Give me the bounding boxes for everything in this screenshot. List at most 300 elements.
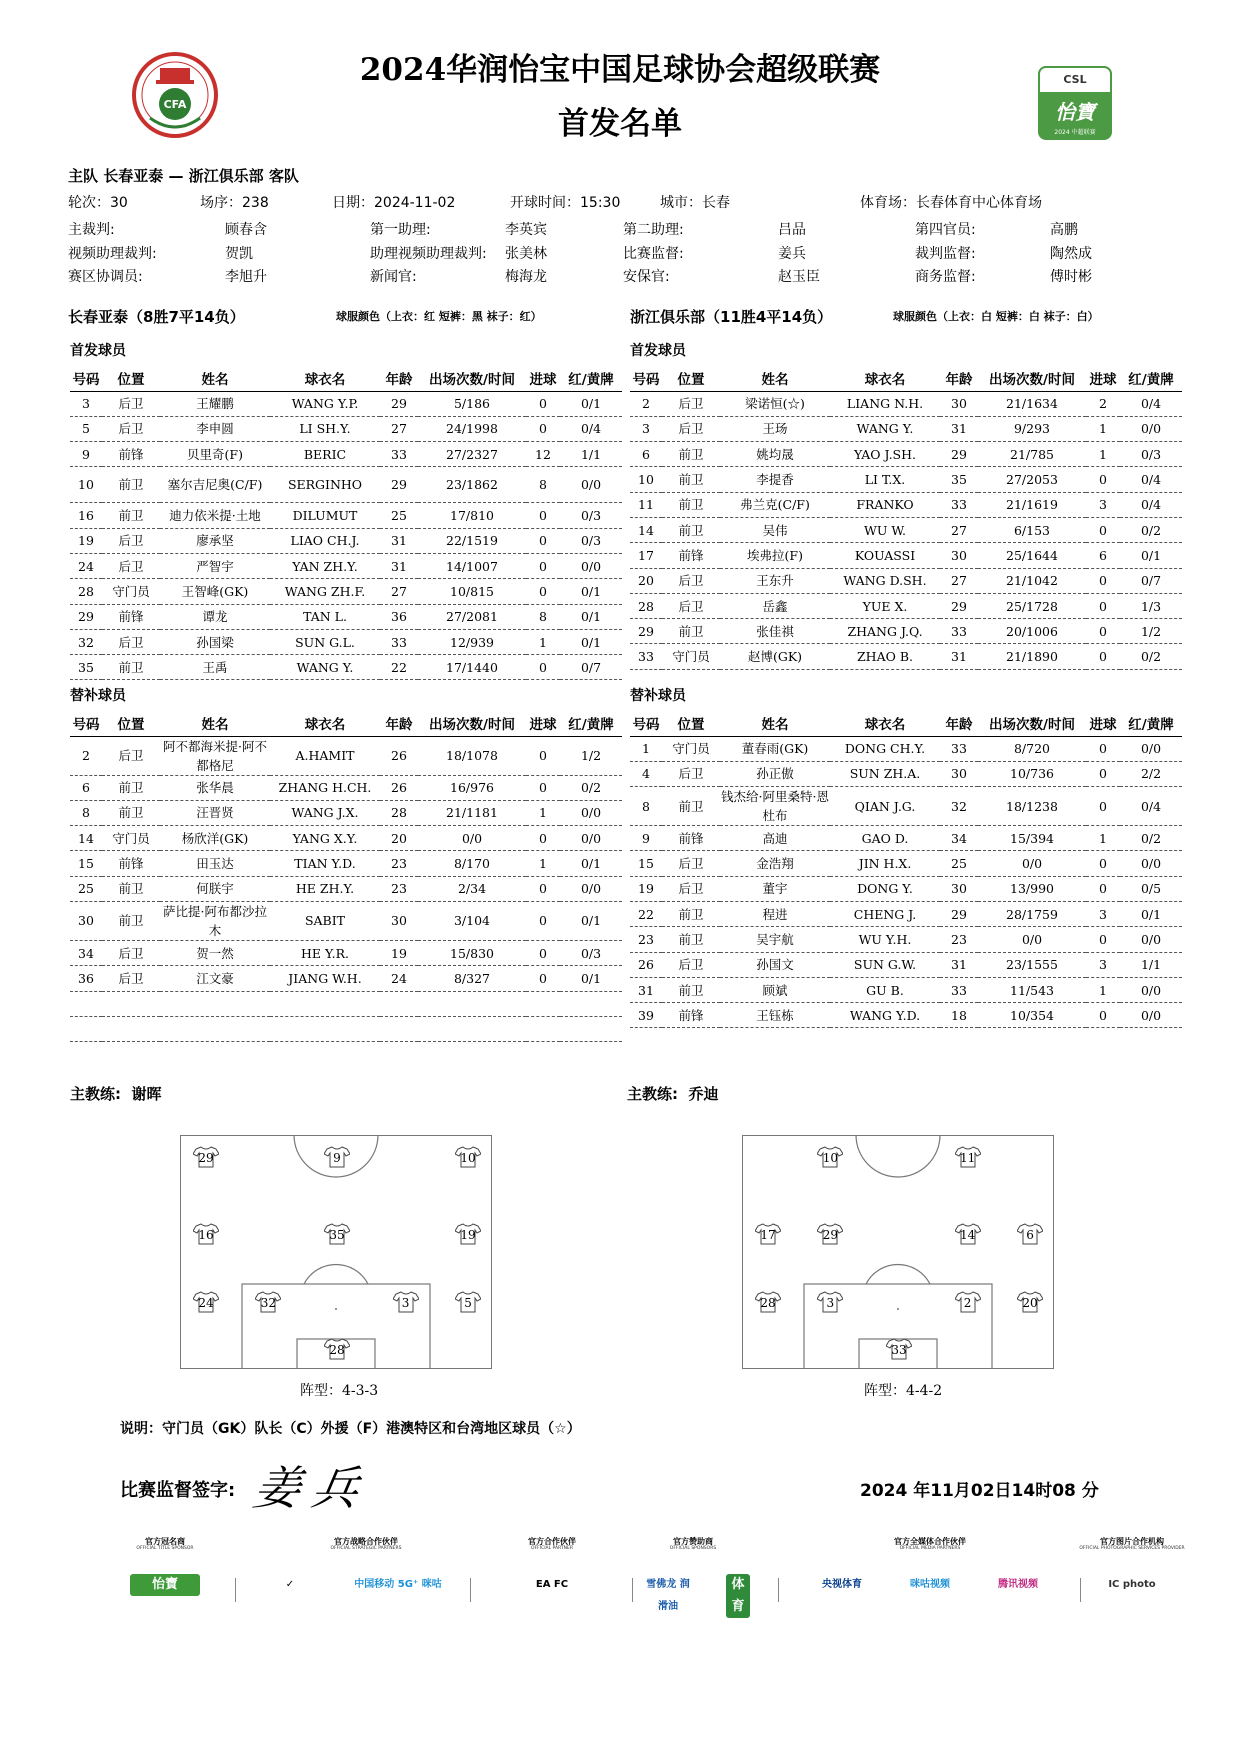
sponsor-category-en: OFFICIAL TITLE SPONSOR (136, 1546, 194, 1551)
player-row (630, 568, 1182, 593)
player-row (630, 391, 1182, 416)
player-cell: 0/4 (560, 416, 622, 441)
player-shirt-number: 29 (198, 1151, 214, 1166)
csl-logo-bot: 2024 中超联赛 (1054, 129, 1096, 136)
sponsor-category: 官方全媒体合作伙伴 (894, 1537, 966, 1546)
player-cell: 0 (1086, 927, 1120, 952)
player-row (630, 416, 1182, 441)
player-cell: 后卫 (662, 851, 720, 876)
player-row (70, 629, 622, 654)
player-cell: 0/0 (1120, 977, 1182, 1002)
player-cell: 33 (380, 442, 418, 467)
player-cell: 23/1555 (978, 952, 1086, 977)
player-cell: WANG Y. (270, 655, 380, 680)
player-cell: YUE X. (830, 593, 940, 618)
signature: 姜兵 (249, 1461, 376, 1515)
player-shirt-icon (324, 1146, 350, 1168)
player-cell: 0/1 (560, 579, 622, 604)
player-cell: 17 (630, 543, 662, 568)
player-row (70, 553, 622, 578)
official-label: 安保官: (623, 269, 670, 285)
player-shirt-icon (886, 1338, 912, 1360)
player-shirt-number: 16 (198, 1228, 214, 1243)
player-cell: 王耀鹏 (160, 391, 270, 416)
player-cell: ZHANG J.Q. (830, 619, 940, 644)
player-cell: 27/2327 (418, 442, 526, 467)
cfa-logo-text: CFA (163, 98, 187, 111)
sponsor-category-en: OFFICIAL PARTNER (531, 1546, 573, 1551)
player-cell: DONG Y. (830, 876, 940, 901)
column-header: 姓名 (160, 366, 270, 391)
empty-row (70, 991, 622, 1016)
player-cell: 后卫 (102, 391, 160, 416)
player-shirt-number: 3 (826, 1296, 835, 1311)
player-cell: 28 (70, 579, 102, 604)
player-cell: LI SH.Y. (270, 416, 380, 441)
player-cell: 3 (1086, 492, 1120, 517)
column-header: 位置 (102, 711, 160, 736)
official-name: 张美林 (505, 246, 547, 262)
player-cell: 29 (630, 619, 662, 644)
city: 城市：长春 (660, 195, 730, 211)
player-row (70, 966, 622, 991)
player-cell: 0/7 (1120, 568, 1182, 593)
player-cell: 0/4 (1120, 492, 1182, 517)
player-cell: 25/1644 (978, 543, 1086, 568)
empty-cell (70, 991, 102, 1016)
player-cell: 8/170 (418, 851, 526, 876)
player-cell: 田玉达 (160, 851, 270, 876)
player-cell: 33 (940, 736, 978, 761)
player-cell: 后卫 (102, 940, 160, 965)
player-cell: 23 (940, 927, 978, 952)
player-cell: 14 (70, 826, 102, 851)
player-cell: 1 (1086, 826, 1120, 851)
empty-cell (560, 1016, 622, 1041)
player-cell: 33 (630, 644, 662, 669)
player-row (630, 927, 1182, 952)
csl-logo-top: CSL (1038, 66, 1112, 92)
away-subs-table (630, 711, 1182, 1028)
empty-cell (526, 1016, 560, 1041)
player-cell: 2 (1086, 391, 1120, 416)
player-cell: 1 (1086, 416, 1120, 441)
round: 轮次：30 (68, 195, 128, 211)
player-cell: DILUMUT (270, 503, 380, 528)
player-row (70, 940, 622, 965)
player-cell: 后卫 (662, 761, 720, 786)
player-cell: 0/0 (1120, 851, 1182, 876)
csl-logo (1038, 66, 1112, 140)
sponsor-logo: 怡寶 (130, 1574, 200, 1596)
player-cell: 18 (940, 1003, 978, 1028)
player-shirt-number: 10 (822, 1151, 838, 1166)
player-shirt-number: 28 (760, 1296, 776, 1311)
player-cell: 前卫 (662, 787, 720, 826)
player-cell: 0 (1086, 876, 1120, 901)
official-label: 新闻官: (370, 269, 417, 285)
player-cell: 16 (70, 503, 102, 528)
player-cell: 1 (526, 800, 560, 825)
empty-cell (102, 991, 160, 1016)
player-cell: 0 (526, 940, 560, 965)
player-cell: 5 (70, 416, 102, 441)
player-cell: 姚均晟 (720, 442, 830, 467)
player-cell: 0/0 (560, 800, 622, 825)
player-cell: 0 (526, 966, 560, 991)
player-cell: 8 (526, 604, 560, 629)
player-cell: 19 (630, 876, 662, 901)
home-formation-pitch (180, 1135, 492, 1369)
signature-label: 比赛监督签字: (120, 1480, 236, 1501)
player-cell: 6 (630, 442, 662, 467)
player-cell: 李申圆 (160, 416, 270, 441)
player-cell: 31 (940, 416, 978, 441)
player-shirt-number: 3 (401, 1296, 410, 1311)
player-cell: 岳鑫 (720, 593, 830, 618)
player-cell: 程进 (720, 901, 830, 926)
player-cell: 前卫 (102, 467, 160, 503)
player-cell: LIAO CH.J. (270, 528, 380, 553)
player-row (70, 442, 622, 467)
player-cell: 后卫 (662, 568, 720, 593)
player-cell: 23 (380, 876, 418, 901)
player-cell: 前卫 (102, 655, 160, 680)
player-cell: 0 (1086, 644, 1120, 669)
player-cell: 1/2 (1120, 619, 1182, 644)
player-cell: 谭龙 (160, 604, 270, 629)
player-cell: 32 (70, 629, 102, 654)
column-header: 进球 (526, 366, 560, 391)
player-shirt-icon (255, 1291, 281, 1313)
player-cell: DONG CH.Y. (830, 736, 940, 761)
player-cell: 0 (1086, 1003, 1120, 1028)
player-cell: 前卫 (102, 800, 160, 825)
player-cell: 0/0 (560, 553, 622, 578)
player-cell: 6 (1086, 543, 1120, 568)
player-cell: 董宇 (720, 876, 830, 901)
player-cell: 27/2053 (978, 467, 1086, 492)
player-cell: 3 (1086, 952, 1120, 977)
player-cell: 高迪 (720, 826, 830, 851)
player-cell: 王禹 (160, 655, 270, 680)
player-shirt-number: 19 (460, 1228, 476, 1243)
player-cell: 35 (70, 655, 102, 680)
player-cell: 35 (940, 467, 978, 492)
empty-cell (102, 1016, 160, 1041)
player-shirt-number: 9 (333, 1151, 341, 1166)
player-cell: 8/720 (978, 736, 1086, 761)
player-cell: 0 (1086, 517, 1120, 542)
official-name: 李旭升 (225, 269, 267, 285)
player-cell: WU Y.H. (830, 927, 940, 952)
player-shirt-number: 5 (464, 1296, 472, 1311)
player-cell: 杨欣洋(GK) (160, 826, 270, 851)
empty-cell (560, 991, 622, 1016)
column-header: 出场次数/时间 (978, 366, 1086, 391)
empty-cell (380, 991, 418, 1016)
official-name: 赵玉臣 (778, 269, 820, 285)
player-cell: WANG J.X. (270, 800, 380, 825)
player-cell: 0/2 (1120, 644, 1182, 669)
player-cell: 29 (940, 901, 978, 926)
column-header: 号码 (70, 711, 102, 736)
official-name: 贺凯 (225, 246, 253, 262)
player-cell: 0/2 (560, 775, 622, 800)
player-cell: SUN G.L. (270, 629, 380, 654)
player-cell: 后卫 (102, 966, 160, 991)
player-cell: 26 (380, 775, 418, 800)
column-header: 红/黄牌 (1120, 366, 1182, 391)
player-cell: 前卫 (662, 442, 720, 467)
column-header: 年龄 (940, 711, 978, 736)
player-cell: CHENG J. (830, 901, 940, 926)
player-cell: 33 (380, 629, 418, 654)
player-row (630, 517, 1182, 542)
column-header: 球衣名 (830, 711, 940, 736)
player-shirt-number: 2 (963, 1296, 972, 1311)
player-cell: HE Y.R. (270, 940, 380, 965)
column-header: 位置 (662, 366, 720, 391)
player-cell: 0/0 (560, 826, 622, 851)
player-shirt-number: 6 (1026, 1228, 1034, 1243)
player-cell: 后卫 (662, 416, 720, 441)
player-cell: 10/815 (418, 579, 526, 604)
official-label: 第四官员: (915, 222, 976, 238)
player-row (630, 644, 1182, 669)
player-cell: 0/0 (978, 927, 1086, 952)
player-row (70, 528, 622, 553)
official-label: 第一助理: (370, 222, 431, 238)
player-cell: 0/4 (1120, 391, 1182, 416)
column-header: 球衣名 (270, 366, 380, 391)
player-cell: 31 (380, 553, 418, 578)
away-starters-table (630, 366, 1182, 670)
player-cell: 12 (526, 442, 560, 467)
sponsor-divider (235, 1578, 236, 1602)
player-cell: 李提香 (720, 467, 830, 492)
column-header: 位置 (102, 366, 160, 391)
away-subs-label: 替补球员 (630, 688, 686, 704)
player-shirt-icon (193, 1146, 219, 1168)
official-label: 主裁判: (68, 222, 115, 238)
player-cell: 守门员 (662, 736, 720, 761)
player-cell: 董春雨(GK) (720, 736, 830, 761)
player-cell: 0 (526, 736, 560, 775)
player-cell: 贺一然 (160, 940, 270, 965)
column-header: 球衣名 (270, 711, 380, 736)
player-cell: WANG ZH.F. (270, 579, 380, 604)
player-cell: 0/1 (560, 966, 622, 991)
away-kit: 球服颜色（上衣：白 短裤：白 袜子：白） (893, 310, 1099, 323)
player-shirt-icon (755, 1223, 781, 1245)
player-cell: 守门员 (662, 644, 720, 669)
official-label: 比赛监督: (623, 246, 684, 262)
player-cell: 2 (70, 736, 102, 775)
player-cell: 前卫 (662, 619, 720, 644)
player-cell: 5/186 (418, 391, 526, 416)
player-cell: 0/4 (1120, 787, 1182, 826)
player-cell: 前卫 (102, 775, 160, 800)
player-cell: 3 (1086, 901, 1120, 926)
player-cell: 28 (630, 593, 662, 618)
player-cell: 18/1078 (418, 736, 526, 775)
player-row (630, 826, 1182, 851)
official-name: 吕品 (778, 222, 806, 238)
player-cell: 21/785 (978, 442, 1086, 467)
player-cell: 17/1440 (418, 655, 526, 680)
player-cell: 14 (630, 517, 662, 542)
player-cell: TIAN Y.D. (270, 851, 380, 876)
player-cell: 顾斌 (720, 977, 830, 1002)
player-cell: 8 (630, 787, 662, 826)
sponsor-logo: 咪咕视频 (910, 1579, 950, 1590)
player-shirt-icon (455, 1146, 481, 1168)
player-cell: 22 (380, 655, 418, 680)
column-header: 号码 (70, 366, 102, 391)
player-cell: 1 (526, 851, 560, 876)
player-cell: 守门员 (102, 579, 160, 604)
player-cell: 3/104 (418, 901, 526, 940)
home-coach-label: 主教练: (70, 1085, 121, 1103)
player-row (630, 977, 1182, 1002)
player-cell: 15 (630, 851, 662, 876)
player-cell: JIANG W.H. (270, 966, 380, 991)
player-row (70, 736, 622, 775)
player-shirt-icon (955, 1291, 981, 1313)
player-shirt-number: 10 (460, 1151, 476, 1166)
player-cell: 前卫 (102, 876, 160, 901)
column-header: 姓名 (720, 711, 830, 736)
sponsor-category: 官方赞助商 (673, 1537, 713, 1546)
player-cell: 26 (630, 952, 662, 977)
player-cell: 1/3 (1120, 593, 1182, 618)
player-cell: 8/327 (418, 966, 526, 991)
official-name: 李英宾 (505, 222, 547, 238)
empty-cell (418, 1016, 526, 1041)
player-cell: 2/34 (418, 876, 526, 901)
player-row (630, 442, 1182, 467)
sponsor-category-en: OFFICIAL MEDIA PARTNERS (899, 1546, 961, 1551)
player-cell: 0 (526, 391, 560, 416)
player-cell: 27 (380, 416, 418, 441)
player-cell: TAN L. (270, 604, 380, 629)
player-cell: WANG Y. (830, 416, 940, 441)
player-shirt-number: 32 (260, 1296, 276, 1311)
player-row (630, 1003, 1182, 1028)
sponsor-logo: 中国移动 5G⁺ 咪咕 (354, 1579, 442, 1590)
player-cell: 33 (940, 619, 978, 644)
home-starters-label: 首发球员 (70, 343, 126, 359)
player-cell: 后卫 (662, 952, 720, 977)
player-cell: 孙正傲 (720, 761, 830, 786)
player-shirt-icon (1017, 1223, 1043, 1245)
player-cell: WU W. (830, 517, 940, 542)
away-coach-name: 乔迪 (688, 1085, 719, 1103)
player-cell: 26 (380, 736, 418, 775)
player-cell: 1/2 (560, 736, 622, 775)
sponsor-logo: 腾讯视频 (998, 1579, 1038, 1590)
official-name: 傅时彬 (1050, 269, 1092, 285)
player-cell: 34 (70, 940, 102, 965)
player-row (70, 467, 622, 503)
player-cell: 27 (940, 517, 978, 542)
player-shirt-number: 14 (959, 1228, 976, 1243)
player-cell: 20/1006 (978, 619, 1086, 644)
player-cell: 10/736 (978, 761, 1086, 786)
player-cell: 前锋 (662, 543, 720, 568)
player-cell: 24 (70, 553, 102, 578)
empty-cell (380, 1016, 418, 1041)
player-cell: 王玚 (720, 416, 830, 441)
player-shirt-icon (817, 1223, 843, 1245)
player-cell: 22 (630, 901, 662, 926)
player-cell: 0 (1086, 787, 1120, 826)
player-shirt-icon (455, 1291, 481, 1313)
player-cell: 23 (380, 851, 418, 876)
player-row (630, 761, 1182, 786)
sponsor-logo: EA FC (535, 1579, 569, 1590)
sponsor-category-en: OFFICIAL STRATEGIC PARTNERS (330, 1546, 402, 1551)
player-cell: 江文豪 (160, 966, 270, 991)
sponsor-category: 官方冠名商 (145, 1537, 185, 1546)
player-cell: 8 (70, 800, 102, 825)
empty-cell (160, 1016, 270, 1041)
player-cell: 28/1759 (978, 901, 1086, 926)
column-header: 姓名 (720, 366, 830, 391)
player-cell: 10 (70, 467, 102, 503)
away-formation-pitch (742, 1135, 1054, 1369)
sponsor-logo: IC photo (1108, 1579, 1156, 1590)
column-header: 号码 (630, 366, 662, 391)
player-row (630, 787, 1182, 826)
player-cell: 31 (940, 952, 978, 977)
player-cell: 1 (526, 629, 560, 654)
player-cell: 17/810 (418, 503, 526, 528)
player-row (70, 775, 622, 800)
player-cell: 后卫 (102, 553, 160, 578)
player-row (70, 800, 622, 825)
player-cell: 1/1 (560, 442, 622, 467)
player-shirt-icon (193, 1291, 219, 1313)
player-cell: LI T.X. (830, 467, 940, 492)
player-cell: 36 (380, 604, 418, 629)
player-cell: 25 (380, 503, 418, 528)
player-cell: 后卫 (662, 391, 720, 416)
empty-cell (160, 991, 270, 1016)
player-cell: 0 (526, 553, 560, 578)
player-cell: 2/2 (1120, 761, 1182, 786)
player-cell: 34 (940, 826, 978, 851)
player-cell: 27 (380, 579, 418, 604)
player-cell: 2 (630, 391, 662, 416)
player-shirt-number: 35 (329, 1228, 345, 1243)
player-cell: 后卫 (662, 593, 720, 618)
player-row (630, 952, 1182, 977)
player-cell: 0/0 (1120, 1003, 1182, 1028)
player-cell: 6 (70, 775, 102, 800)
column-header: 年龄 (380, 711, 418, 736)
player-row (70, 655, 622, 680)
player-row (70, 391, 622, 416)
player-cell: 0 (526, 655, 560, 680)
player-cell: 王东升 (720, 568, 830, 593)
player-cell: 后卫 (102, 629, 160, 654)
sponsor-category-en: OFFICIAL PHOTOGRAPHIC SERVICES PROVIDER (1079, 1546, 1185, 1551)
player-cell: 前锋 (662, 826, 720, 851)
sponsor-logo: 央视体育 (822, 1579, 862, 1590)
player-cell: 21/1890 (978, 644, 1086, 669)
